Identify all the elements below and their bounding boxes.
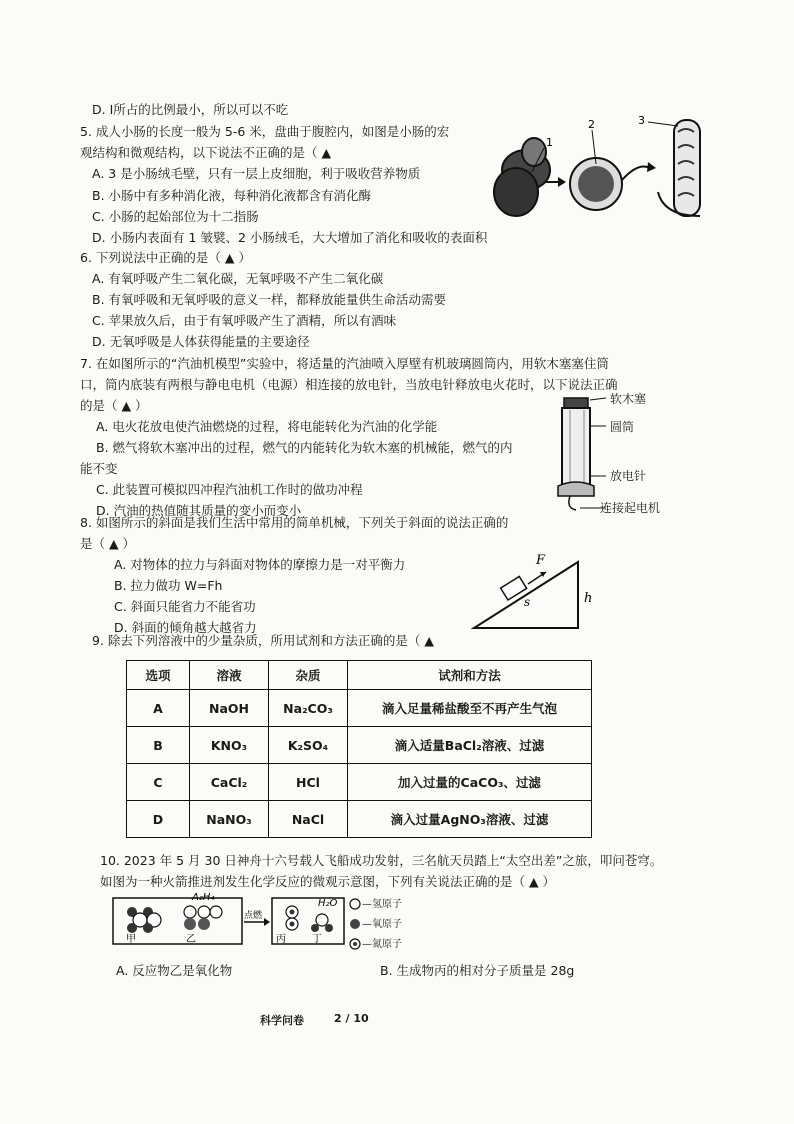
q7-option-b-line1: B. 燃气将软木塞冲出的过程，燃气的内能转化为软木塞的机械能，燃气的内 [96,440,513,455]
q6-option-a: A. 有氧呼吸产生二氧化碳，无氧呼吸不产生二氧化碳 [92,271,384,286]
q10-stem-line2: 如图为一种火箭推进剂发生化学反应的微观示意图，下列有关说法正确的是（ ▲ ） [100,874,556,889]
magnified-circle [570,158,622,210]
q5-stem-line2: 观结构和微观结构，以下说法不正确的是（ ▲ [80,145,332,160]
molecule-bing [286,906,298,930]
fig-label-1: 1 [546,136,553,149]
q8-option-b: B. 拉力做功 W=Fh [114,578,223,593]
oxygen-atom-icon [350,919,360,929]
table-cell: K₂SO₄ [269,727,348,764]
q6-option-d: D. 无氧呼吸是人体获得能量的主要途径 [92,334,310,349]
table-cell: D [127,801,190,838]
table-cell: CaCl₂ [190,764,269,801]
label-bing: 丙 [276,934,286,945]
q6-option-c: C. 苹果放久后，由于有氧呼吸产生了酒精，所以有酒味 [92,313,397,328]
cylinder [562,408,590,486]
villi-detail [658,120,700,216]
fig-label-2: 2 [588,118,595,131]
table-header: 试剂和方法 [348,661,592,690]
q8-option-a: A. 对物体的拉力与斜面对物体的摩擦力是一对平衡力 [114,557,406,572]
q7-option-b-line2: 能不变 [80,461,118,476]
handwritten-note-2: H₂O [318,898,338,909]
height-label: h [584,591,593,606]
molecule-jia [127,907,161,933]
table-cell: 滴入足量稀盐酸至不再产生气泡 [348,690,592,727]
q5-option-d: D. 小肠内表面有 1 皱襞、2 小肠绒毛，大大增加了消化和吸收的表面积 [92,230,488,245]
q10-option-b: B. 生成物丙的相对分子质量是 28g [380,963,575,978]
q5-option-b: B. 小肠中有多种消化液，每种消化液都含有消化酶 [92,188,372,203]
small-intestine-figure [488,112,714,224]
q8-stem-line2: 是（ ▲ ） [80,536,136,551]
legend-oxygen: —氧原子 [362,919,402,930]
q7-option-d: D. 汽油的热值随其质量的变小而变小 [96,503,302,518]
q7-option-c: C. 此装置可模拟四冲程汽油机工作时的做功冲程 [96,482,363,497]
q5-stem-line1: 5. 成人小肠的长度一般为 5-6 米，盘曲于腹腔内，如图是小肠的宏 [80,124,450,139]
q10-option-a: A. 反应物乙是氧化物 [116,963,233,978]
cork [564,398,588,408]
table-cell: HCl [269,764,348,801]
footer-subject: 科学问卷 [260,1014,304,1027]
label-motor: 连接起电机 [600,501,661,515]
q10-stem-line1: 10. 2023 年 5 月 30 日神舟十六号载人飞船成功发射，三名航天员踏上“太空出差”之旅，叩问苍穹。 [100,853,663,868]
table-cell: NaOH [190,690,269,727]
table-cell: NaNO₃ [190,801,269,838]
q9-stem: 9. 除去下列溶液中的少量杂质，所用试剂和方法正确的是（ ▲ [92,633,434,648]
table-row [127,727,592,764]
q6-stem: 6. 下列说法中正确的是（ ▲ ） [80,250,251,265]
table-header-row [127,661,592,690]
table-cell: 滴入适量BaCl₂溶液、过滤 [348,727,592,764]
label-cylinder: 圆筒 [610,420,635,434]
slope-label: s [524,595,531,609]
table-cell: 滴入过量AgNO₃溶液、过滤 [348,801,592,838]
table-row [127,764,592,801]
label-yi: 乙 [186,934,196,945]
incline-figure [470,548,610,632]
handwritten-note-1: A₂H₄ [192,892,215,903]
q8-option-d: D. 斜面的倾角越大越省力 [114,620,257,635]
table-cell: 加入过量的CaCO₃、过滤 [348,764,592,801]
table-cell: KNO₃ [190,727,269,764]
fig-label-3: 3 [638,114,645,127]
force-label: F [536,553,546,568]
molecule-yi [184,906,222,930]
q7-stem-line1: 7. 在如图所示的“汽油机模型”实验中，将适量的汽油喷入厚壁有机玻璃圆筒内，用软木塞塞住筒 [80,356,609,371]
label-needle: 放电针 [610,469,647,483]
table-cell: NaCl [269,801,348,838]
molecule-ding [311,914,333,932]
table-cell: B [127,727,190,764]
atom-legend-icons [348,898,362,958]
table-cell: A [127,690,190,727]
page-number: 2 / 10 [334,1012,369,1025]
q8-option-c: C. 斜面只能省力不能省功 [114,599,256,614]
reaction-diagram [112,890,352,952]
table-cell: Na₂CO₃ [269,690,348,727]
q6-option-b: B. 有氧呼吸和无氧呼吸的意义一样，都释放能量供生命活动需要 [92,292,447,307]
table-header: 溶液 [190,661,269,690]
q8-stem-line1: 8. 如图所示的斜面是我们生活中常用的简单机械，下列关于斜面的说法正确的 [80,515,509,530]
table-cell: C [127,764,190,801]
label-cork: 软木塞 [610,392,647,406]
q9-options-table [126,660,592,838]
hydrogen-atom-icon [350,899,360,909]
table-row [127,690,592,727]
q5-option-a: A. 3 是小肠绒毛壁，只有一层上皮细胞，利于吸收营养物质 [92,166,421,181]
label-ding: 丁 [312,934,322,945]
q7-option-a: A. 电火花放电使汽油燃烧的过程，将电能转化为汽油的化学能 [96,419,438,434]
q7-stem-line2: 口，筒内底装有两根与静电电机（电源）相连接的放电针，当放电针释放电火花时，以下说法正确 [80,377,618,392]
q5-option-c: C. 小肠的起始部位为十二指肠 [92,209,259,224]
table-header: 杂质 [269,661,348,690]
table-header: 选项 [127,661,190,690]
q7-stem-line3: 的是（ ▲ ） [80,398,148,413]
legend-nitrogen: —氮原子 [362,939,402,950]
label-jia: 甲 [126,934,136,945]
reaction-condition: 点燃 [244,911,263,921]
intestine-coil [494,138,550,216]
table-row [127,801,592,838]
q4-option-d: D. Ⅰ所占的比例最小，所以可以不吃 [92,102,289,117]
legend-hydrogen: —氢原子 [362,899,402,910]
